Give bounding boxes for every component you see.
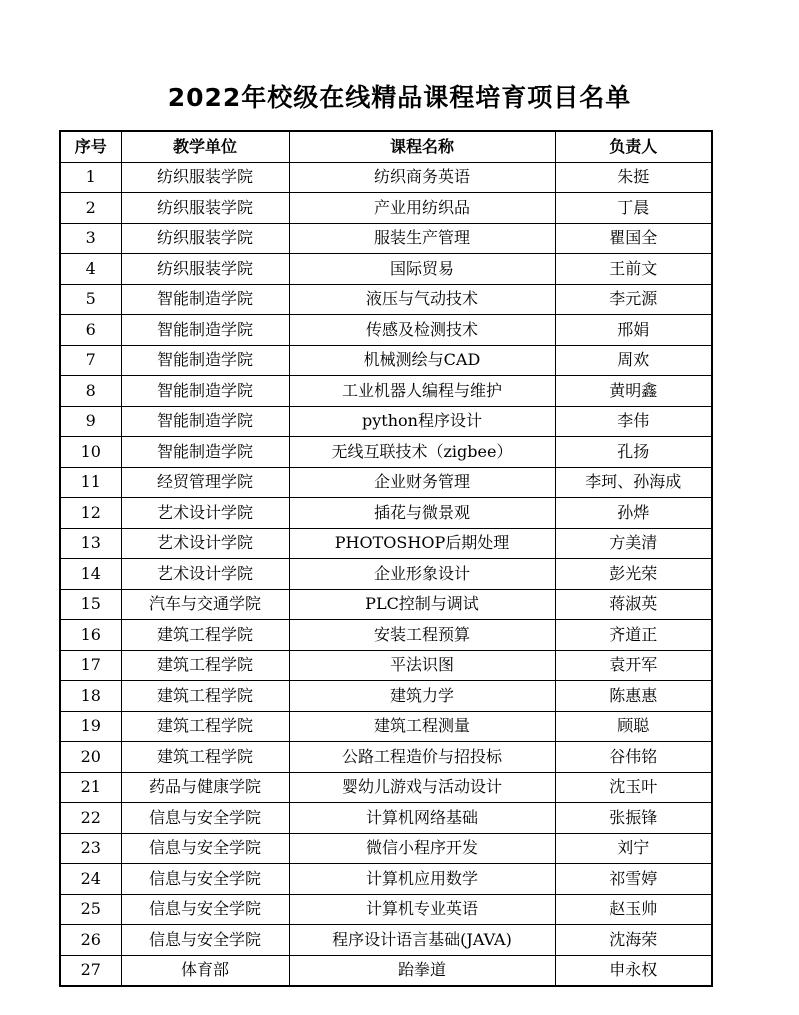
cell-index: 9 [60, 406, 121, 437]
cell-department: 信息与安全学院 [121, 864, 289, 895]
cell-index: 3 [60, 223, 121, 254]
cell-index: 23 [60, 833, 121, 864]
cell-course-name: 安装工程预算 [289, 620, 555, 651]
table-row [60, 833, 712, 864]
cell-index: 17 [60, 650, 121, 681]
cell-instructor: 申永权 [555, 955, 712, 986]
page-title: 2022年校级在线精品课程培育项目名单 [167, 83, 632, 112]
cell-index: 11 [60, 467, 121, 498]
table-row [60, 742, 712, 773]
cell-department: 智能制造学院 [121, 376, 289, 407]
cell-index: 25 [60, 894, 121, 925]
cell-index: 2 [60, 193, 121, 224]
cell-course-name: 机械测绘与CAD [289, 345, 555, 376]
cell-instructor: 孙烨 [555, 498, 712, 529]
cell-course-name: 企业形象设计 [289, 559, 555, 590]
cell-department: 建筑工程学院 [121, 681, 289, 712]
cell-course-name: 计算机应用数学 [289, 864, 555, 895]
table-row [60, 681, 712, 712]
cell-department: 体育部 [121, 955, 289, 986]
cell-instructor: 孔扬 [555, 437, 712, 468]
cell-course-name: 液压与气动技术 [289, 284, 555, 315]
table-row [60, 345, 712, 376]
cell-index: 26 [60, 925, 121, 956]
cell-instructor: 沈海荣 [555, 925, 712, 956]
table-row [60, 925, 712, 956]
cell-course-name: 计算机网络基础 [289, 803, 555, 834]
cell-instructor: 彭光荣 [555, 559, 712, 590]
cell-instructor: 方美清 [555, 528, 712, 559]
table-row [60, 223, 712, 254]
cell-course-name: 跆拳道 [289, 955, 555, 986]
cell-department: 艺术设计学院 [121, 498, 289, 529]
cell-instructor: 刘宁 [555, 833, 712, 864]
cell-department: 艺术设计学院 [121, 528, 289, 559]
cell-course-name: 插花与微景观 [289, 498, 555, 529]
cell-index: 18 [60, 681, 121, 712]
cell-course-name: 婴幼儿游戏与活动设计 [289, 772, 555, 803]
cell-course-name: PHOTOSHOP后期处理 [289, 528, 555, 559]
table-row [60, 376, 712, 407]
cell-department: 经贸管理学院 [121, 467, 289, 498]
table-row [60, 589, 712, 620]
table-row [60, 894, 712, 925]
cell-course-name: 程序设计语言基础(JAVA) [289, 925, 555, 956]
cell-index: 5 [60, 284, 121, 315]
table-row [60, 437, 712, 468]
cell-course-name: 产业用纺织品 [289, 193, 555, 224]
cell-instructor: 谷伟铭 [555, 742, 712, 773]
cell-instructor: 沈玉叶 [555, 772, 712, 803]
cell-instructor: 王前文 [555, 254, 712, 285]
cell-instructor: 李伟 [555, 406, 712, 437]
cell-department: 智能制造学院 [121, 406, 289, 437]
cell-instructor: 瞿国全 [555, 223, 712, 254]
cell-instructor: 张振锋 [555, 803, 712, 834]
cell-index: 15 [60, 589, 121, 620]
table-row [60, 650, 712, 681]
table-row [60, 406, 712, 437]
table-row [60, 955, 712, 986]
table-row [60, 162, 712, 193]
cell-course-name: python程序设计 [289, 406, 555, 437]
course-roster-table [59, 130, 713, 987]
cell-instructor: 丁晨 [555, 193, 712, 224]
cell-index: 10 [60, 437, 121, 468]
cell-department: 智能制造学院 [121, 315, 289, 346]
cell-instructor: 顾聪 [555, 711, 712, 742]
cell-course-name: 无线互联技术（zigbee） [289, 437, 555, 468]
cell-instructor: 袁开军 [555, 650, 712, 681]
cell-instructor: 陈惠惠 [555, 681, 712, 712]
cell-instructor: 李元源 [555, 284, 712, 315]
table-row [60, 620, 712, 651]
cell-department: 信息与安全学院 [121, 803, 289, 834]
header-instructor: 负责人 [555, 131, 712, 162]
cell-instructor: 邢娟 [555, 315, 712, 346]
cell-department: 信息与安全学院 [121, 833, 289, 864]
cell-course-name: 建筑工程测量 [289, 711, 555, 742]
cell-instructor: 齐道正 [555, 620, 712, 651]
table-row [60, 254, 712, 285]
table-row [60, 864, 712, 895]
cell-course-name: 企业财务管理 [289, 467, 555, 498]
cell-department: 信息与安全学院 [121, 925, 289, 956]
cell-course-name: 平法识图 [289, 650, 555, 681]
cell-index: 6 [60, 315, 121, 346]
table-row [60, 193, 712, 224]
table-row [60, 467, 712, 498]
cell-course-name: 建筑力学 [289, 681, 555, 712]
cell-index: 20 [60, 742, 121, 773]
cell-instructor: 祁雪婷 [555, 864, 712, 895]
cell-index: 8 [60, 376, 121, 407]
cell-course-name: 工业机器人编程与维护 [289, 376, 555, 407]
table-row [60, 498, 712, 529]
cell-department: 建筑工程学院 [121, 620, 289, 651]
cell-index: 14 [60, 559, 121, 590]
cell-department: 智能制造学院 [121, 437, 289, 468]
cell-course-name: 微信小程序开发 [289, 833, 555, 864]
header-department: 教学单位 [121, 131, 289, 162]
cell-department: 信息与安全学院 [121, 894, 289, 925]
table-header-row [60, 131, 712, 162]
cell-department: 建筑工程学院 [121, 711, 289, 742]
cell-course-name: 计算机专业英语 [289, 894, 555, 925]
cell-index: 19 [60, 711, 121, 742]
cell-index: 16 [60, 620, 121, 651]
cell-instructor: 赵玉帅 [555, 894, 712, 925]
cell-index: 21 [60, 772, 121, 803]
table-row [60, 559, 712, 590]
cell-index: 13 [60, 528, 121, 559]
cell-instructor: 朱挺 [555, 162, 712, 193]
table-row [60, 772, 712, 803]
cell-department: 纺织服装学院 [121, 193, 289, 224]
header-course-name: 课程名称 [289, 131, 555, 162]
cell-department: 艺术设计学院 [121, 559, 289, 590]
cell-course-name: 服装生产管理 [289, 223, 555, 254]
cell-course-name: 传感及检测技术 [289, 315, 555, 346]
cell-instructor: 蒋淑英 [555, 589, 712, 620]
table-row [60, 803, 712, 834]
cell-index: 24 [60, 864, 121, 895]
cell-index: 12 [60, 498, 121, 529]
cell-department: 建筑工程学院 [121, 742, 289, 773]
cell-index: 1 [60, 162, 121, 193]
table-row [60, 284, 712, 315]
cell-index: 4 [60, 254, 121, 285]
cell-index: 27 [60, 955, 121, 986]
cell-department: 纺织服装学院 [121, 223, 289, 254]
header-index: 序号 [60, 131, 121, 162]
table-row [60, 528, 712, 559]
cell-instructor: 周欢 [555, 345, 712, 376]
table-row [60, 711, 712, 742]
cell-index: 22 [60, 803, 121, 834]
table-row [60, 315, 712, 346]
cell-department: 纺织服装学院 [121, 254, 289, 285]
cell-department: 建筑工程学院 [121, 650, 289, 681]
table-body [60, 162, 712, 986]
cell-department: 纺织服装学院 [121, 162, 289, 193]
cell-course-name: 公路工程造价与招投标 [289, 742, 555, 773]
cell-instructor: 李珂、孙海成 [555, 467, 712, 498]
cell-course-name: PLC控制与调试 [289, 589, 555, 620]
cell-department: 药品与健康学院 [121, 772, 289, 803]
cell-course-name: 国际贸易 [289, 254, 555, 285]
cell-department: 智能制造学院 [121, 345, 289, 376]
cell-course-name: 纺织商务英语 [289, 162, 555, 193]
cell-department: 智能制造学院 [121, 284, 289, 315]
cell-index: 7 [60, 345, 121, 376]
cell-instructor: 黄明鑫 [555, 376, 712, 407]
cell-department: 汽车与交通学院 [121, 589, 289, 620]
